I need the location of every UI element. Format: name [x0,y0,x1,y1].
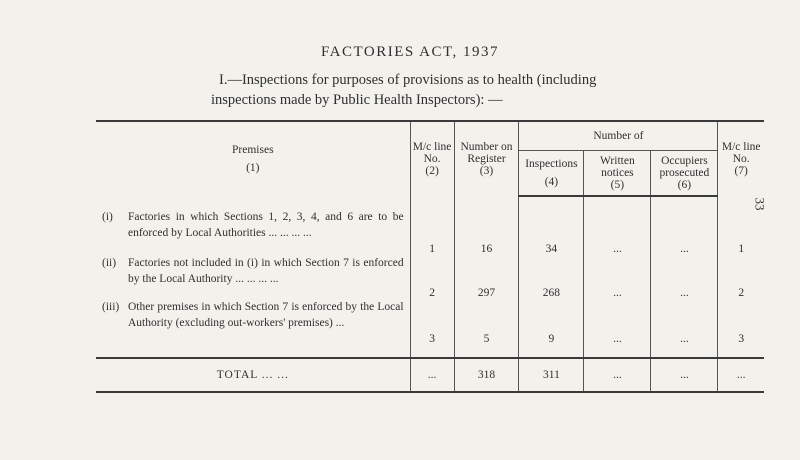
inspections-cell: 9 [519,299,584,345]
mc-line-7-cell: 3 [718,299,764,345]
premises-cell: (ii) Factories not included in (i) in which Section 7 is enforced by the Local Authority ... ... ... ... [102,257,404,285]
total-inspections: 311 [519,358,584,392]
mc-line-cell: 3 [410,299,454,345]
total-label: TOTAL ... ... [96,358,410,392]
premises-cell: (iii) Other premises in which Section 7 is enforced by the Local Authority (excluding out-workers' premises) ... [102,301,404,329]
table-row [96,299,764,345]
document-title: FACTORIES ACT, 1937 [320,44,500,60]
total-mc-line: ... [410,358,454,392]
register-cell: 5 [454,299,519,345]
header-premises: Premises (1) [96,121,410,196]
total-prosecuted: ... [651,358,718,392]
table-caption [211,70,639,110]
header-number-of: Number of [519,121,718,151]
total-row [96,358,764,392]
table-row [96,209,764,255]
written-notices-cell: ... [584,255,651,299]
total-mc-line-7: ... [718,358,764,392]
total-written-notices: ... [584,358,651,392]
header-mc-line-7: M/c line No. (7) [718,121,764,196]
written-notices-cell: ... [584,209,651,255]
premises-cell: (i) Factories in which Sections 1, 2, 3, 4, and 6 are to be enforced by Local Authorities ... ... ... ... [102,211,404,239]
header-inspections: Inspections (4) [519,151,584,197]
page-number: 33 [752,197,768,211]
mc-line-7-cell: 1 [718,209,764,255]
register-cell: 297 [454,255,519,299]
inspections-cell: 34 [519,209,584,255]
prosecuted-cell: ... [651,299,718,345]
mc-line-cell: 2 [410,255,454,299]
written-notices-cell: ... [584,299,651,345]
header-written-notices: Written notices (5) [584,151,651,197]
header-mc-line: M/c line No. (2) [410,121,454,196]
caption-line-2: inspections made by Public Health Inspectors): — [211,92,503,108]
header-number-on-register: Number on Register (3) [454,121,519,196]
inspections-table [96,120,764,393]
prosecuted-cell: ... [651,209,718,255]
register-cell: 16 [454,209,519,255]
mc-line-7-cell: 2 [718,255,764,299]
caption-line-1: I.—Inspections for purposes of provisions as to health (including [219,72,597,88]
header-occupiers-prosecuted: Occupiers prosecuted (6) [651,151,718,197]
prosecuted-cell: ... [651,255,718,299]
inspections-cell: 268 [519,255,584,299]
mc-line-cell: 1 [410,209,454,255]
total-register: 318 [454,358,519,392]
table-row [96,255,764,299]
